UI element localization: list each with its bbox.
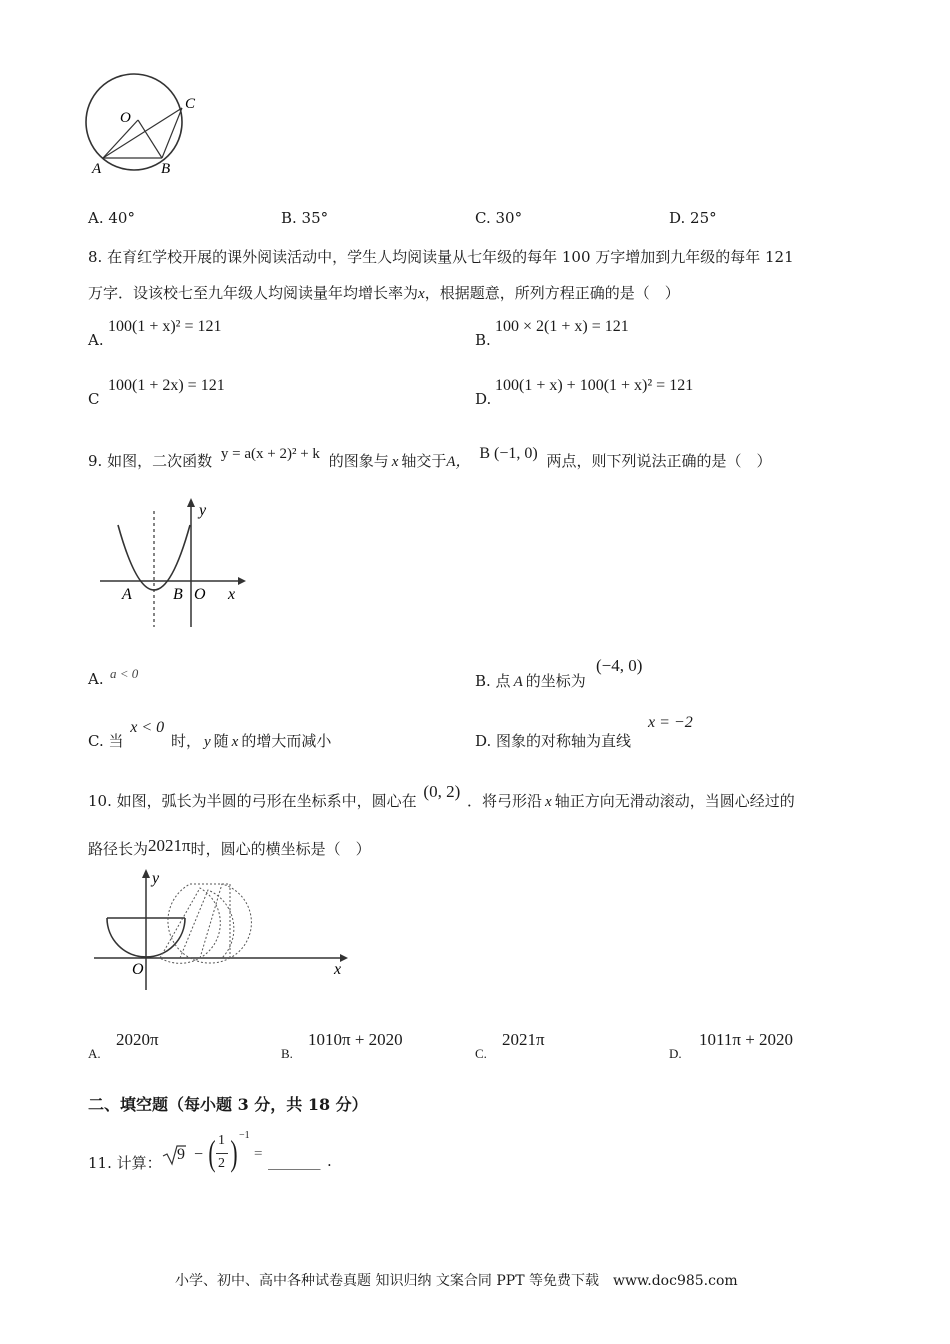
q10-option-b-math: 1010π + 2020: [308, 1030, 403, 1049]
q9-point-b: B (−1, 0): [479, 445, 538, 462]
q11-minus: −: [194, 1146, 204, 1163]
q10-option-d-label: D.: [669, 1046, 682, 1061]
q9-option-a-label: A.: [88, 670, 104, 688]
q11-answer-blank[interactable]: _______: [268, 1152, 321, 1170]
q9-label-a: A: [122, 586, 132, 603]
q9-label-x: x: [228, 586, 236, 603]
q7-label-a: A: [92, 161, 102, 177]
q8-option-d-math: 100(1 + x) + 100(1 + x)² = 121: [495, 377, 694, 394]
q11-right-paren: ): [230, 1133, 238, 1173]
q8-option-b-label: B.: [475, 331, 491, 349]
page-footer: 小学、初中、高中各种试卷真题 知识归纳 文案合同 PPT 等免费下载 www.doc985.com: [175, 1273, 738, 1289]
q8-option-a-label: A.: [88, 331, 104, 349]
q9-option-b-math: (−4, 0): [596, 656, 643, 675]
q10-label-y: y: [152, 870, 160, 887]
q9-mid2: 轴交于: [401, 452, 447, 470]
q7-chord-ac: [103, 108, 182, 158]
q8-option-c-label: C: [88, 390, 100, 408]
q10-line1-var: x: [545, 794, 552, 810]
q9-option-c-text2: 随: [213, 732, 229, 750]
q10-line1-post: 轴正方向无滑动滚动，当圆心经过的: [554, 792, 795, 810]
q9-option-b: [475, 670, 586, 691]
q7-circle-figure: [78, 70, 208, 180]
q10-line2-math: 2021π: [148, 836, 191, 855]
q9-option-c: [88, 719, 332, 751]
q10-option-a-math: 2020π: [116, 1030, 159, 1049]
q9-option-b-text: 的坐标为: [525, 672, 586, 690]
q9-var-a: A，: [446, 454, 471, 470]
q10-rolled-position-2: [180, 890, 234, 958]
q11-exponent: −1: [239, 1130, 250, 1141]
q9-pre: 9. 如图，二次函数: [88, 452, 213, 470]
q9-post: 两点，则下列说法正确的是（ ）: [546, 452, 772, 470]
q7-radius-ob: [138, 120, 162, 158]
q8-option-d-label: D.: [475, 390, 492, 408]
q11-frac-num: 1: [218, 1133, 225, 1148]
q9-function: y = a(x + 2)² + k: [220, 446, 320, 462]
q11-frac-bar: [216, 1153, 228, 1154]
q8-option-b-math: 100 × 2(1 + x) = 121: [495, 318, 629, 335]
q7-label-b: B: [161, 161, 171, 177]
q9-label-o: O: [194, 586, 206, 603]
q7-label-o: O: [120, 110, 131, 126]
q10-line2-pre: 路径长为: [88, 840, 149, 858]
q9-var-x: x: [391, 454, 399, 470]
q10-option-c-math: 2021π: [502, 1030, 545, 1049]
q11-equals: =: [254, 1146, 263, 1162]
q10-line1-point: (0, 2): [423, 782, 461, 801]
q9-question-line: [88, 445, 772, 471]
q9-option-c-label: C. 当: [88, 732, 124, 750]
q8-question-line2: [88, 282, 680, 303]
q7-option-b: B. 35°: [281, 209, 329, 227]
q8-option-a-math: 100(1 + x)² = 121: [108, 318, 222, 335]
q9-option-b-label: B. 点: [475, 672, 511, 690]
q9-option-c-text1: 时，: [170, 732, 201, 750]
q10-y-axis-arrow: [142, 869, 150, 878]
q10-option-b-label: B.: [281, 1046, 293, 1061]
q10-line2-post: 时，圆心的横坐标是（ ）: [190, 840, 371, 858]
q9-option-c-var-y: y: [203, 734, 211, 750]
q10-x-axis-arrow: [340, 954, 348, 962]
q11-pre: 11. 计算：: [88, 1154, 162, 1172]
q10-option-d-math: 1011π + 2020: [699, 1030, 794, 1049]
q9-x-axis-arrow: [238, 577, 246, 585]
q11-sqrt-arg: 9: [177, 1146, 185, 1163]
q10-option-c-label: C.: [475, 1046, 487, 1061]
q9-option-d-math: x = −2: [648, 714, 693, 731]
q7-label-c: C: [185, 96, 196, 112]
q7-circle: [86, 74, 182, 170]
q9-option-c-var-x: x: [231, 734, 239, 750]
q10-rolling-figure: [90, 862, 360, 992]
q10-line1-pre: 10. 如图，弧长为半圆的弓形在坐标系中，圆心在: [88, 792, 417, 810]
section2-title: 二、填空题（每小题 3 分，共 18 分）: [88, 1095, 368, 1114]
q10-question-line1: [88, 782, 795, 811]
q9-option-c-math: x < 0: [130, 719, 165, 736]
q10-option-a-label: A.: [88, 1046, 101, 1061]
q9-option-a-math: a < 0: [110, 666, 139, 681]
q11-end-mark: .: [327, 1152, 332, 1170]
q10-rolled-position-1: [160, 888, 220, 963]
q9-parabola-figure: [96, 495, 256, 635]
q9-y-axis-arrow: [187, 498, 195, 507]
q11-left-paren: (: [208, 1133, 216, 1173]
q8-line2-pre: 万字．设该校七至九年级人均阅读量年均增长率为: [88, 284, 419, 302]
q9-option-c-text3: 的增大而减小: [241, 732, 332, 750]
q9-option-b-var: A: [513, 674, 523, 690]
q10-question-line2: [88, 838, 371, 859]
q10-line1-mid: ．将弓形沿: [467, 792, 543, 810]
q7-option-d: D. 25°: [669, 209, 717, 227]
q7-option-c: C. 30°: [475, 209, 523, 227]
q7-option-a: A. 40°: [88, 209, 135, 227]
q8-line2-post: ，根据题意，所列方程正确的是（ ）: [424, 284, 680, 302]
q9-label-b: B: [173, 586, 183, 603]
q9-label-y: y: [199, 502, 207, 519]
q10-rolled-position-3: [200, 884, 251, 958]
q10-label-o: O: [132, 961, 144, 978]
q11-frac-den: 2: [218, 1156, 225, 1171]
q8-line2-var: x: [418, 286, 425, 302]
q8-question-line1: 8. 在育红学校开展的课外阅读活动中，学生人均阅读量从七年级的每年 100 万字增加到九年级的每年 121: [88, 248, 794, 266]
q8-option-c-math: 100(1 + 2x) = 121: [108, 377, 225, 394]
q9-mid: 的图象与: [328, 452, 389, 470]
q9-option-d-label: D. 图象的对称轴为直线: [475, 732, 632, 750]
q10-label-x: x: [334, 961, 342, 978]
q10-rolled-position-4: [168, 884, 230, 963]
